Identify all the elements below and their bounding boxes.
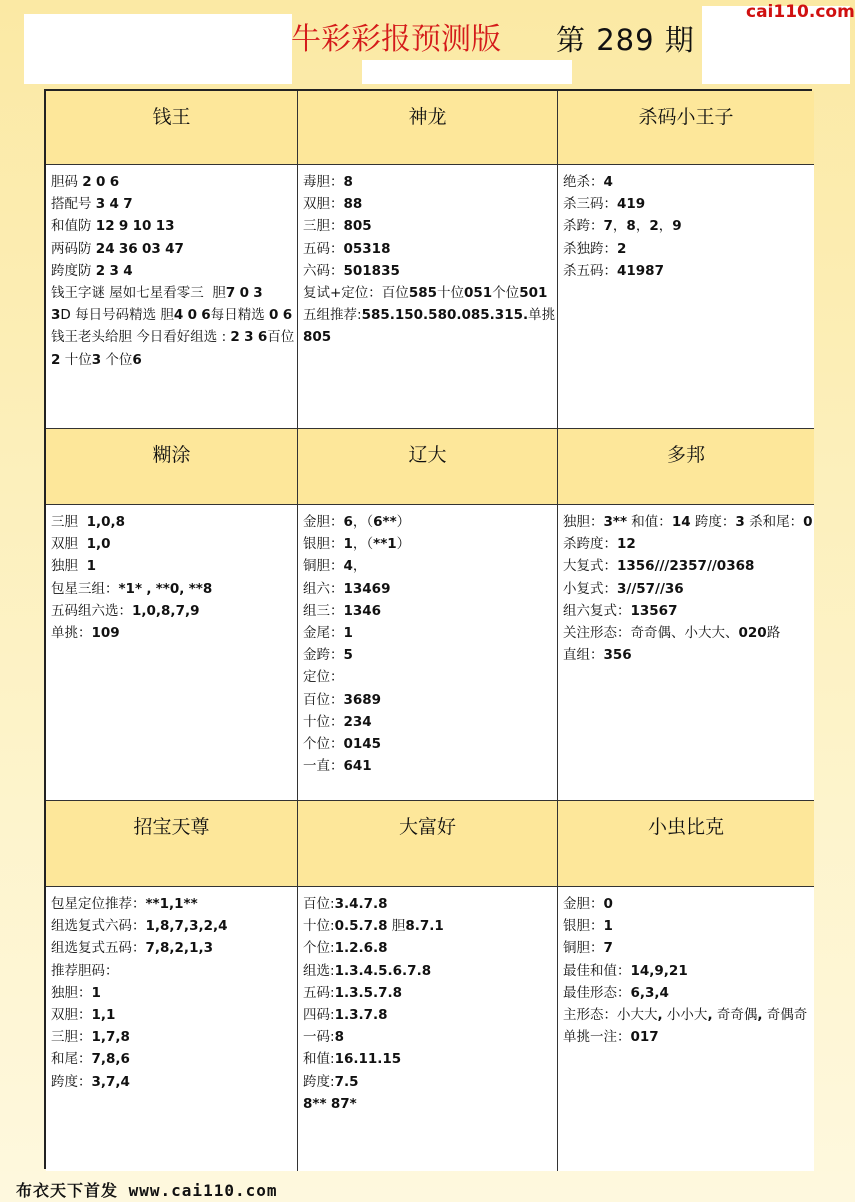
issue-number: 第 289 期 — [556, 23, 695, 57]
panel-line: 双胆：1,1 — [51, 1007, 116, 1024]
panel-line: 定位： — [303, 669, 344, 686]
panel-line: 组选:1.3.4.5.6.7.8 — [303, 962, 432, 979]
panel-line: 金跨：5 — [303, 647, 353, 664]
panel-line: 包星定位推荐：**1,1** — [51, 896, 198, 912]
panel-line: 组选复式五码：7,8,2,1,3 — [51, 940, 213, 957]
panel-line: 最佳形态：6,3,4 — [563, 984, 669, 1001]
panel-line: 铜胆：4， — [303, 558, 367, 575]
panel-line: 十位:0.5.7.8 胆8.7.1 — [303, 918, 444, 935]
site-url-top[interactable]: cai110.com — [746, 2, 855, 22]
panel-line: 双胆 1,0 — [51, 536, 111, 553]
panel-body — [558, 887, 814, 1171]
panel-line: 五组推荐:585.150.580.085.315.单挑805 — [303, 307, 556, 346]
panel-line: 铜胆：7 — [563, 940, 613, 957]
panel-line: 推荐胆码： — [51, 962, 119, 979]
panel-line: 独胆 1 — [51, 558, 96, 575]
panel-line: 3D 每日号码精选 胆4 0 6每日精选 0 6 — [51, 307, 293, 324]
panel-body — [298, 887, 558, 1171]
panel-line: 组三：1346 — [303, 602, 382, 619]
panel-line: 金胆：0 — [563, 896, 613, 912]
white-mask-middle — [362, 60, 572, 84]
panel-line: 银胆：1 — [563, 918, 613, 935]
panel-line: 独胆：3** 和值：14 跨度：3 杀和尾：0 杀跨度：12 — [563, 514, 817, 553]
panel-line: 和值防 12 9 10 13 — [51, 218, 175, 235]
panel-line: 一码:8 — [303, 1029, 344, 1046]
panel-line: 大复式：1356///2357//0368 — [563, 558, 755, 575]
panel-body — [298, 505, 558, 801]
panel-body — [46, 505, 298, 801]
prediction-table — [44, 89, 817, 1169]
panel-line: 钱王字谜 屋如七星看零三 胆7 0 3 — [51, 285, 263, 302]
panel-line: 和值:16.11.15 — [303, 1051, 402, 1068]
panel-line: 8** 87* — [303, 1095, 357, 1112]
panel-line: 杀跨：7，8，2，9 — [563, 218, 682, 235]
panel-line: 个位：0145 — [303, 736, 382, 753]
column-header: 钱王 — [46, 91, 298, 165]
panel-line: 两码防 24 36 03 47 — [51, 240, 184, 257]
panel-line: 百位：3689 — [303, 691, 382, 708]
panel-line: 绝杀：4 — [563, 174, 613, 190]
panel-line: 复试+定位：百位585十位051个位501 — [303, 285, 548, 302]
panel-line: 毒胆：8 — [303, 174, 353, 190]
column-header: 辽大 — [298, 429, 558, 505]
panel-line: 五码：05318 — [303, 240, 391, 257]
column-header: 神龙 — [298, 91, 558, 165]
panel-line: 双胆：88 — [303, 196, 363, 213]
panel-line: 主形态：小大大, 小小大, 奇奇偶, 奇偶奇 — [563, 1007, 808, 1024]
panel-line: 五码组六选：1,0,8,7,9 — [51, 602, 200, 619]
panel-line: 小复式：3//57//36 — [563, 580, 684, 597]
panel-line: 杀五码：41987 — [563, 262, 664, 279]
panel-line: 十位：234 — [303, 713, 372, 730]
column-header: 多邦 — [558, 429, 814, 505]
panel-line: 四码:1.3.7.8 — [303, 1007, 388, 1024]
panel-line: 和尾：7,8,6 — [51, 1051, 130, 1068]
panel-line: 胆码 2 0 6 — [51, 174, 120, 190]
panel-body — [46, 165, 298, 429]
panel-line: 银胆：1，（**1） — [303, 536, 411, 553]
panel-body — [298, 165, 558, 429]
panel-line: 百位:3.4.7.8 — [303, 896, 388, 912]
panel-line: 杀三码：419 — [563, 196, 646, 213]
panel-line: 跨度：3,7,4 — [51, 1073, 130, 1090]
panel-line: 直组：356 — [563, 647, 632, 664]
white-mask-left — [24, 14, 292, 84]
panel-line: 钱王老头给胆 今日看好组选 : 2 3 6百位2 十位3 个位6 — [51, 329, 295, 368]
panel-body — [46, 887, 298, 1171]
panel-line: 杀独跨：2 — [563, 240, 627, 257]
panel-line: 一直：641 — [303, 758, 372, 775]
panel-line: 组选复式六码：1,8,7,3,2,4 — [51, 918, 228, 935]
panel-line: 三胆：1,7,8 — [51, 1029, 130, 1046]
column-header: 杀码小王子 — [558, 91, 814, 165]
column-header: 糊涂 — [46, 429, 298, 505]
panel-line: 五码:1.3.5.7.8 — [303, 984, 403, 1001]
panel-line: 三胆：805 — [303, 218, 372, 235]
panel-line: 三胆 1,0,8 — [51, 514, 126, 530]
panel-body — [558, 505, 817, 801]
column-header: 大富好 — [298, 801, 558, 887]
panel-line: 单挑一注：017 — [563, 1029, 659, 1046]
panel-line: 搭配号 3 4 7 — [51, 196, 133, 213]
panel-line: 跨度:7.5 — [303, 1073, 359, 1090]
panel-line: 跨度防 2 3 4 — [51, 262, 133, 279]
panel-line: 关注形态：奇奇偶、小大大、020路 — [563, 625, 781, 642]
page-title: 牛彩彩报预测版 — [291, 22, 501, 57]
panel-body — [558, 165, 814, 429]
panel-line: 独胆：1 — [51, 984, 101, 1001]
column-header: 小虫比克 — [558, 801, 814, 887]
footer-source: 布衣天下首发 www.cai110.com — [16, 1181, 278, 1200]
panel-line: 最佳和值：14,9,21 — [563, 962, 688, 979]
panel-line: 个位:1.2.6.8 — [303, 940, 388, 957]
panel-line: 六码：501835 — [303, 262, 400, 279]
panel-line: 组六复式：13567 — [563, 602, 678, 619]
panel-line: 金胆：6，（6**） — [303, 514, 411, 530]
panel-line: 包星三组：*1* , **0, **8 — [51, 580, 213, 597]
panel-line: 组六：13469 — [303, 580, 391, 597]
panel-line: 单挑：109 — [51, 625, 120, 642]
column-header: 招宝天尊 — [46, 801, 298, 887]
panel-line: 金尾：1 — [303, 625, 353, 642]
